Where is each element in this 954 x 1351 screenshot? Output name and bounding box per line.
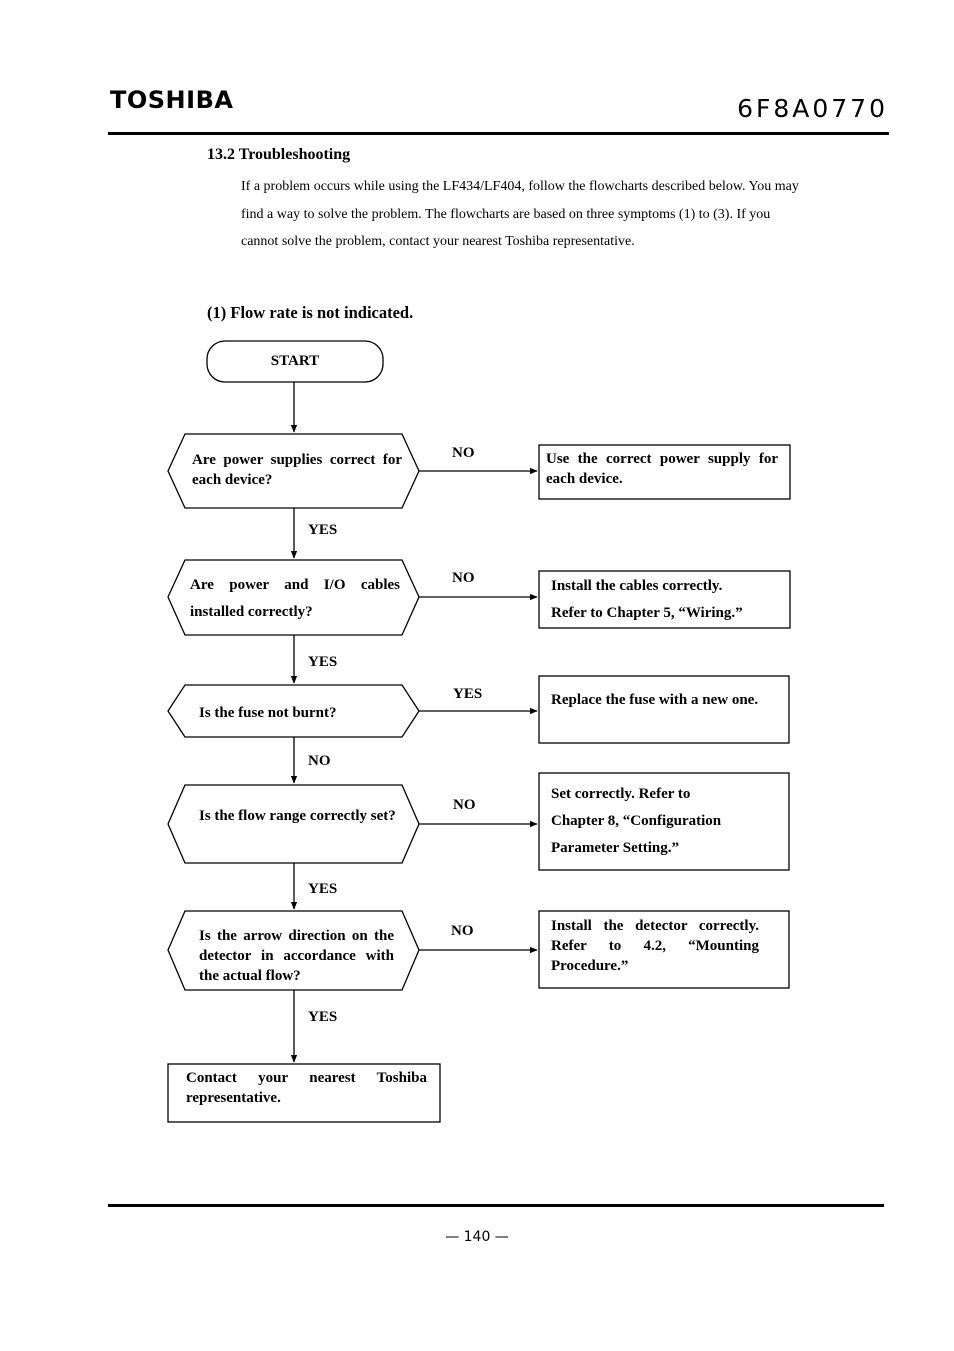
action-4-line-2: Chapter 8, “Configuration [551,813,722,829]
brand-logo: TOSHIBA [110,86,234,114]
branch-label-no-1: NO [452,445,475,461]
end-text: Contact your nearest Toshiba representative. [186,1070,427,1106]
document-number: 6F8A0770 [737,94,888,123]
branch-label-no-3: NO [308,753,331,769]
branch-label-yes-1: YES [308,522,338,538]
branch-label-no-4: NO [453,797,476,813]
branch-label-no-5: NO [451,923,474,939]
page-number: — 140 — [445,1229,509,1245]
action-2-line-1: Install the cables correctly. [551,578,723,594]
action-5-text: Install the detector correctly. Refer to 4.2, “Mounting Procedure.” [551,918,759,974]
start-label: START [270,353,320,369]
footer-rule [108,1204,884,1207]
action-3-text: Replace the fuse with a new one. [551,692,759,708]
intro-paragraph: If a problem occurs while using the LF434/LF404, follow the flowcharts described below. You may find a way to solve the problem. The flowcharts are based on three symptoms (1) to (3). If you cannot solve the problem, contact your nearest Toshiba representative. [241,179,799,249]
branch-label-yes-2: YES [308,654,338,670]
section-title: 13.2 Troubleshooting [207,146,351,163]
decision-1-text: Are power supplies correct for each device? [192,452,402,488]
flowchart-title: (1) Flow rate is not indicated. [207,303,414,322]
branch-label-yes-3: YES [453,686,483,702]
decision-3-text: Is the fuse not burnt? [199,705,337,721]
action-1-text: Use the correct power supply for each device. [546,451,778,487]
branch-label-yes-5: YES [308,1009,338,1025]
decision-5-text: Is the arrow direction on the detector in accordance with the actual flow? [199,928,394,984]
decision-4-text: Is the flow range correctly set? [199,808,396,824]
branch-label-yes-4: YES [308,881,338,897]
action-4-line-1: Set correctly. Refer to [551,786,691,802]
decision-2-text: Are power and I/O cables installed correctly? [190,577,400,620]
action-4-line-3: Parameter Setting.” [551,840,680,856]
branch-label-no-2: NO [452,570,475,586]
action-2-line-2: Refer to Chapter 5, “Wiring.” [551,605,743,621]
